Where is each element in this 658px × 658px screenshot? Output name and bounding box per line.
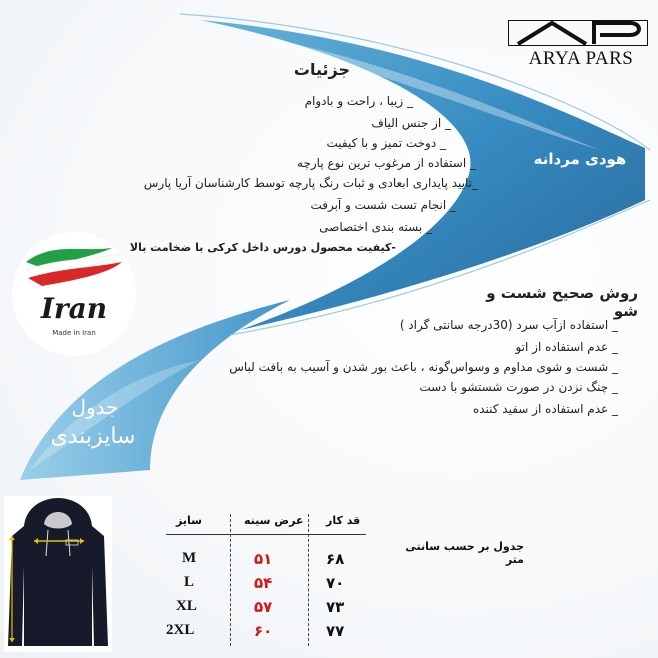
iran-word: Iran [40, 292, 108, 325]
hoodie-icon [4, 496, 112, 652]
table-cell-chest: ۵۱ [254, 550, 273, 568]
details-title: جزئیات [293, 60, 350, 79]
column-header-height: قد کار [326, 514, 361, 527]
table-cell-chest: ۶۰ [254, 622, 273, 640]
wash-item: _ چنگ نزدن در صورت شستشو با دست [419, 380, 618, 394]
table-cell-chest: ۵۷ [254, 598, 273, 616]
table-cell-size: 2XL [166, 622, 195, 638]
column-header-size: سایز [176, 514, 202, 527]
detail-item: _ دوخت تمیز و با کیفیت [326, 136, 446, 150]
table-cell-size: L [184, 574, 195, 590]
wash-item: _ عدم استفاده از اتو [515, 340, 618, 354]
wash-item: _ عدم استفاده از سفید کننده [472, 402, 618, 416]
size-chart-title-line1: جدول [71, 395, 119, 419]
hoodie-image [4, 496, 112, 652]
brand-logo [506, 20, 652, 78]
table-cell-height: ۷۳ [326, 598, 345, 616]
brand-mark-icon [508, 20, 648, 46]
table-cell-height: ۷۰ [326, 574, 345, 592]
table-cell-size: M [182, 550, 197, 566]
detail-item-quality: -کیفیت محصول دورس داخل کرکی با ضخامت بالا [129, 241, 396, 254]
detail-item: _ زیبا ، راحت و بادوام [304, 94, 413, 108]
brand-name: ARYA PARS [528, 48, 634, 69]
size-table-note: جدول بر حسب سانتی متر [405, 540, 524, 566]
detail-item: _ بسته بندی اختصاصی [319, 220, 432, 234]
detail-item: _ استفاده از مرغوب ترین نوع پارچه [297, 156, 476, 170]
size-chart-title-line2: سایزبندی [50, 424, 136, 449]
detail-item: _ انجام تست شست و آبرفت [310, 198, 456, 212]
detail-item: _تایید پایداری ابعادی و ثبات رنگ پارچه توسط کارشناسان آریا پارس [143, 176, 478, 190]
detail-item: _ از جنس الیاف [371, 116, 451, 130]
table-divider [166, 534, 366, 535]
made-in-label: Made in Iran [52, 329, 96, 337]
made-in-iran-badge [12, 232, 136, 356]
column-header-chest: عرض سینه [244, 514, 304, 527]
table-divider [230, 514, 231, 646]
table-cell-size: XL [176, 598, 197, 614]
table-cell-height: ۶۸ [326, 550, 345, 568]
product-title: هودی مردانه [533, 150, 627, 168]
table-cell-chest: ۵۴ [254, 574, 273, 592]
wash-item: _ استفاده ازآب سرد (30درجه سانتی گراد ) [399, 318, 618, 332]
wash-item: _ شست و شوی مداوم و وسواس‌گونه ، باعث بور شدن و آسیب به بافت لباس [229, 360, 618, 374]
table-divider [308, 514, 309, 646]
wash-title: روش صحیح شست و شو [486, 284, 638, 320]
table-cell-height: ۷۷ [326, 622, 345, 640]
